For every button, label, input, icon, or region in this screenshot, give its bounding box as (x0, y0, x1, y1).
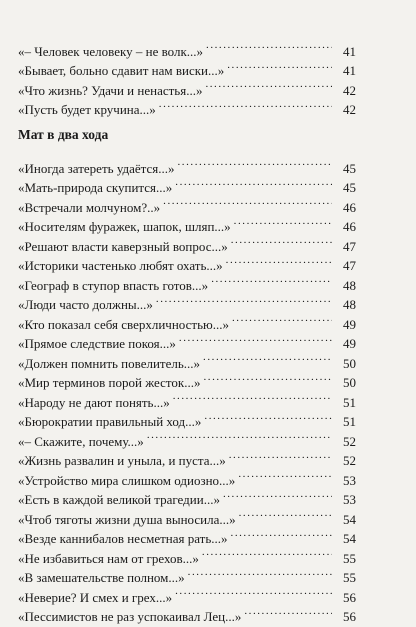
toc-entry-title: «В замешательстве полном...» (18, 570, 185, 585)
toc-entry (18, 231, 356, 254)
dot-leader (244, 602, 332, 622)
toc-entry (18, 309, 356, 332)
toc-entry-title: «Бюрократии правильный ход...» (18, 414, 202, 429)
toc-entry-title: «Пусть будет кручина...» (18, 102, 156, 117)
toc-entry-title: «Решают власти каверзный вопрос...» (18, 238, 228, 254)
toc-entry-page: 50 (343, 355, 356, 371)
toc-entry-page: 52 (343, 453, 356, 468)
toc-entry-title: «Историки частенько любят охать...» (18, 258, 223, 273)
toc-entry (18, 387, 356, 410)
toc-entry-title: «Везде каннибалов несметная рать...» (18, 531, 228, 546)
toc-entry-page: 53 (343, 492, 356, 507)
toc-entry-page: 47 (343, 238, 356, 254)
toc-entry-page: 45 (343, 160, 356, 176)
toc-entry-title: «Неверие? И смех и грех...» (18, 589, 173, 605)
dot-leader (206, 36, 332, 56)
toc-entry-title: «Мир терминов порой жесток...» (18, 375, 201, 390)
toc-entry (18, 465, 356, 488)
toc-entry (18, 173, 356, 193)
toc-entry-page: 55 (343, 570, 356, 585)
toc-entry-title: «Что жизнь? Удачи и ненастья...» (18, 82, 203, 98)
dot-leader (163, 192, 332, 212)
toc-entry-title: «Носителям фуражек, шапок, шляп...» (18, 219, 231, 234)
toc-entry-title: «Кто показал себя сверхличностью...» (18, 316, 229, 332)
toc-entry (18, 582, 356, 605)
dot-leader (173, 387, 332, 407)
toc-section-list (18, 153, 356, 624)
toc-entry (18, 36, 356, 59)
toc-entry-title: «Прямое следствие покоя...» (18, 336, 176, 351)
toc-entry (18, 368, 356, 388)
toc-entry-page: 41 (343, 43, 356, 59)
toc-entry-page: 54 (343, 531, 356, 546)
toc-entry-page: 56 (343, 589, 356, 605)
toc-entry-title: «Жизнь развалин и уныла, и пуста...» (18, 453, 226, 468)
toc-entry-title: «Должен помнить повелитель...» (18, 355, 201, 371)
toc-entry (18, 75, 356, 98)
toc-entry-page: 46 (343, 219, 356, 234)
dot-leader (147, 426, 332, 446)
dot-leader (178, 153, 333, 173)
toc-entry-title: «Мать-природа скупится...» (18, 180, 173, 195)
toc-entry-page: 48 (343, 297, 356, 312)
toc-entry (18, 153, 356, 176)
toc-entry-title: «Встречали молчуном?..» (18, 199, 161, 215)
dot-leader (203, 348, 332, 368)
toc-entry (18, 251, 356, 271)
toc-entry-title: «Географ в ступор впасть готов...» (18, 277, 209, 293)
dot-leader (211, 270, 332, 290)
toc-entry (18, 95, 356, 115)
dot-leader (159, 95, 332, 115)
dot-leader (239, 504, 332, 524)
toc-entry-title: «– Скажите, почему...» (18, 433, 144, 449)
dot-leader (175, 173, 332, 193)
dot-leader (156, 290, 332, 310)
dot-leader (205, 75, 332, 95)
dot-leader (238, 465, 332, 485)
dot-leader (226, 251, 332, 271)
dot-leader (175, 582, 332, 602)
toc-entry-page: 56 (343, 609, 356, 624)
toc-entry (18, 485, 356, 505)
toc-entry-title: «Народу не дают понять...» (18, 394, 170, 410)
toc-entry-title: «Не избавиться нам от грехов...» (18, 550, 199, 566)
toc-entry-title: «Есть в каждой великой трагедии...» (18, 492, 220, 507)
toc-entry (18, 446, 356, 466)
toc-entry-page: 54 (343, 511, 356, 527)
toc-entry-page: 45 (343, 180, 356, 195)
toc-entry-page: 47 (343, 258, 356, 273)
toc-entry (18, 563, 356, 583)
toc-entry (18, 426, 356, 449)
toc-entry-page: 41 (343, 63, 356, 78)
toc-entry-title: «Люди часто должны...» (18, 297, 153, 312)
dot-leader (204, 407, 332, 427)
toc-entry-title: «– Человек человеку – не волк...» (18, 43, 204, 59)
dot-leader (203, 368, 332, 388)
dot-leader (202, 543, 332, 563)
toc-entry (18, 329, 356, 349)
toc-entry-title: «Бывает, больно сдавит нам виски...» (18, 63, 225, 78)
toc-entry (18, 504, 356, 527)
dot-leader (232, 309, 332, 329)
toc-entry (18, 270, 356, 293)
toc-top-list (18, 36, 356, 117)
toc-entry-page: 48 (343, 277, 356, 293)
toc-entry-page: 50 (343, 375, 356, 390)
toc-entry (18, 212, 356, 232)
toc-entry (18, 56, 356, 76)
toc-entry-title: «Чтоб тяготы жизни душа выносила...» (18, 511, 236, 527)
dot-leader (188, 563, 332, 583)
toc-entry-page: 52 (343, 433, 356, 449)
dot-leader (227, 56, 332, 76)
toc-entry-title: «Пессимистов не раз успокаивал Лец...» (18, 609, 242, 624)
dot-leader (231, 524, 332, 544)
toc-entry (18, 407, 356, 427)
toc-entry-page: 42 (343, 102, 356, 117)
toc-entry (18, 602, 356, 622)
dot-leader (179, 329, 332, 349)
dot-leader (231, 231, 332, 251)
toc-entry-page: 46 (343, 199, 356, 215)
toc-entry-page: 42 (343, 82, 356, 98)
toc-entry-page: 53 (343, 472, 356, 488)
toc-entry-page: 51 (343, 394, 356, 410)
toc-entry-title: «Иногда затереть удаётся...» (18, 160, 175, 176)
dot-leader (234, 212, 332, 232)
toc-entry (18, 192, 356, 215)
toc-entry-page: 49 (343, 336, 356, 351)
toc-entry (18, 524, 356, 544)
toc-entry-page: 55 (343, 550, 356, 566)
toc-entry (18, 348, 356, 371)
toc-entry (18, 543, 356, 566)
toc-entry-page: 49 (343, 316, 356, 332)
dot-leader (229, 446, 332, 466)
dot-leader (223, 485, 332, 505)
toc-entry (18, 290, 356, 310)
section-title: Мат в два хода (18, 127, 109, 142)
toc-entry-page: 51 (343, 414, 356, 429)
toc-entry-title: «Устройство мира слишком одиозно...» (18, 472, 236, 488)
